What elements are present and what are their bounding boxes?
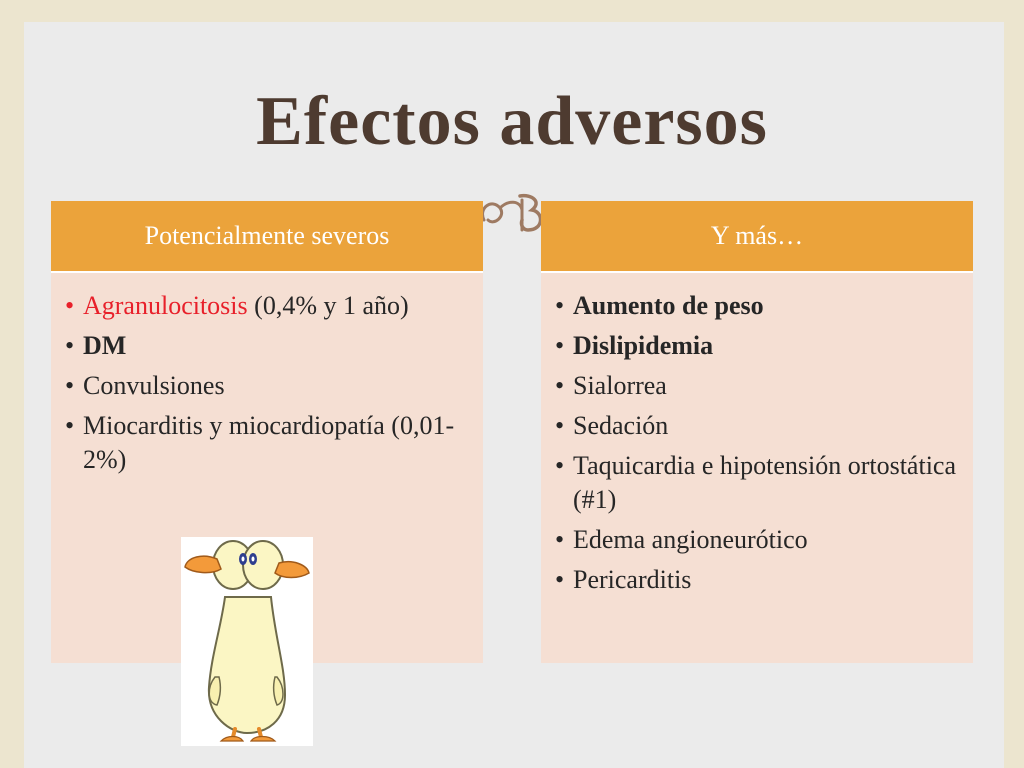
item-text: Aumento de peso <box>573 291 764 320</box>
bullet: • <box>555 451 565 480</box>
flourish-icon <box>476 190 550 238</box>
bullet: • <box>555 565 565 594</box>
list-item <box>555 329 959 363</box>
list-item <box>555 409 959 443</box>
bullet: • <box>555 291 565 320</box>
item-text: Convulsiones <box>83 371 225 400</box>
two-headed-duck-icon <box>181 537 313 746</box>
item-highlight: Agranulocitosis <box>83 291 248 320</box>
bullet: • <box>555 371 565 400</box>
bullet: • <box>65 371 75 400</box>
item-text: (0,4% y 1 año) <box>247 291 409 320</box>
bullet: • <box>65 291 75 320</box>
item-text: DM <box>83 331 127 360</box>
item-text: Sedación <box>573 411 669 440</box>
list-item <box>555 289 959 323</box>
item-text: Miocarditis y miocardiopatía (0,01-2%) <box>83 411 455 474</box>
list-item <box>555 449 959 517</box>
bullet: • <box>65 411 75 440</box>
item-text: Edema angioneurótico <box>573 525 808 554</box>
list-item <box>65 329 469 363</box>
right-column-header: Y más… <box>541 201 973 273</box>
list-item <box>65 369 469 403</box>
left-column-header: Potencialmente severos <box>51 201 483 273</box>
item-text: Dislipidemia <box>573 331 714 360</box>
left-column-list <box>51 273 483 477</box>
bullet: • <box>65 331 75 360</box>
bullet: • <box>555 411 565 440</box>
list-item <box>555 369 959 403</box>
list-item <box>555 523 959 557</box>
item-text: Sialorrea <box>573 371 667 400</box>
bullet: • <box>555 331 565 360</box>
bullet: • <box>555 525 565 554</box>
right-column-list <box>541 273 973 597</box>
item-text: Pericarditis <box>573 565 692 594</box>
list-item <box>555 563 959 597</box>
slide-title: Efectos adversos <box>256 83 768 160</box>
right-column <box>541 201 973 663</box>
list-item <box>65 289 469 323</box>
list-item <box>65 409 469 477</box>
item-text: Taquicardia e hipotensión ortostática (#1) <box>573 451 956 514</box>
